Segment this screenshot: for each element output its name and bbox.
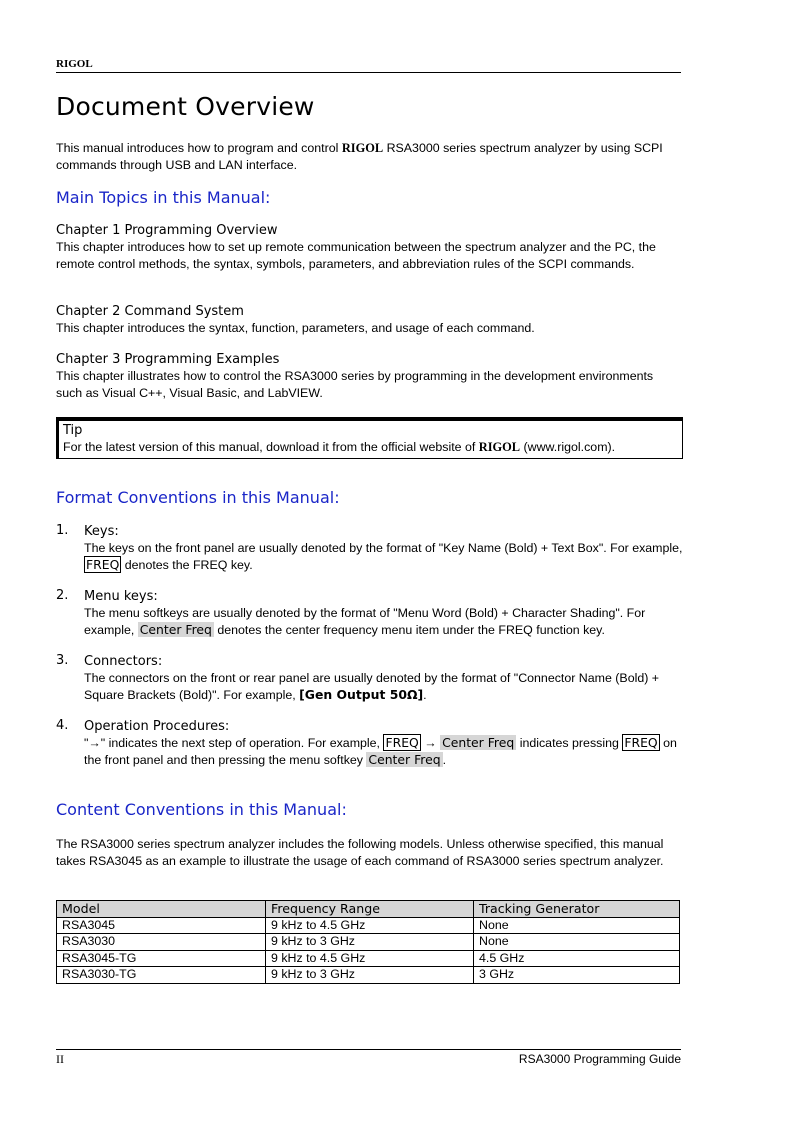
item-text-pre: "→" indicates the next step of operation. For example, [84, 736, 384, 750]
main-topics-heading: Main Topics in this Manual: [56, 188, 271, 207]
table-cell: None [474, 917, 680, 934]
item-title: Connectors: [84, 654, 163, 669]
chapter-title: Chapter 3 Programming Examples [56, 352, 280, 367]
table-cell: None [474, 934, 680, 951]
item-title: Operation Procedures: [84, 719, 230, 734]
item-text-pre: The connectors on the front or rear panel are usually denoted by the format of "Connector Name (Bold) + Square Brackets (Bold)". For example, [84, 671, 660, 702]
tip-post: (www.rigol.com). [520, 440, 616, 454]
tip-box [56, 417, 683, 459]
table-cell: RSA3030 [57, 934, 266, 951]
table-cell: 4.5 GHz [474, 950, 680, 967]
intro-brand: RIGOL [341, 141, 384, 155]
models-table [56, 900, 680, 984]
item-text-pre: The keys on the front panel are usually denoted by the format of "Key Name (Bold) + Text Box". For example, [84, 541, 683, 555]
page-number: II [56, 1052, 64, 1066]
table-header: Tracking Generator [474, 901, 680, 918]
table-cell: 9 kHz to 4.5 GHz [266, 950, 474, 967]
page-title: Document Overview [56, 92, 315, 121]
item-number: 2. [56, 588, 69, 603]
intro-paragraph [56, 140, 681, 173]
table-row [57, 934, 680, 951]
table-cell: 3 GHz [474, 967, 680, 984]
menu-softkey: Center Freq [442, 735, 515, 750]
tip-title: Tip [63, 423, 83, 438]
table-cell: 9 kHz to 3 GHz [266, 934, 474, 951]
table-cell: RSA3045-TG [57, 950, 266, 967]
item-number: 1. [56, 523, 69, 538]
front-panel-key: FREQ [86, 556, 120, 572]
item-text [84, 605, 686, 638]
chapter-3 [56, 352, 681, 401]
chapter-2 [56, 304, 681, 337]
item-text-post: . [442, 752, 447, 767]
chapter-text: This chapter illustrates how to control the RSA3000 series by programming in the development environments such as Visual C++, Visual Basic, and LabVIEW. [56, 369, 654, 400]
item-text-post: denotes the center frequency menu item under the FREQ function key. [213, 622, 605, 637]
item-text-post: . [423, 687, 427, 702]
chapter-title: Chapter 2 Command System [56, 304, 244, 319]
footer-rule [56, 1049, 681, 1050]
table-cell: 9 kHz to 3 GHz [266, 967, 474, 984]
intro-pre: This manual introduces how to program and control [56, 141, 342, 155]
tip-text [63, 439, 682, 456]
table-row [57, 917, 680, 934]
front-panel-key: FREQ [385, 735, 419, 750]
item-text-post: denotes the FREQ key. [121, 557, 253, 572]
intro-post: RSA3000 series spectrum analyzer by using SCPI commands through USB and LAN interface. [56, 141, 663, 172]
header-brand: RIGOL [56, 58, 93, 70]
arrow-icon: → [420, 736, 441, 750]
item-title: Menu keys: [84, 589, 158, 604]
table-header-row [57, 901, 680, 918]
tip-brand: RIGOL [478, 440, 521, 454]
connector-name: [Gen Output 50Ω] [299, 686, 424, 702]
format-item-menu-keys [56, 588, 686, 638]
table-header: Model [57, 901, 266, 918]
item-title: Keys: [84, 524, 119, 539]
format-conventions-heading: Format Conventions in this Manual: [56, 488, 340, 507]
table-row [57, 967, 680, 984]
table-cell: 9 kHz to 4.5 GHz [266, 917, 474, 934]
front-panel-key: FREQ [624, 735, 658, 750]
header-rule [56, 72, 681, 73]
item-text [84, 540, 686, 573]
content-intro: The RSA3000 series spectrum analyzer includes the following models. Unless otherwise specified, this manual takes RSA3045 as an example to illustrate the usage of each command of RSA3000 series spectrum analyzer. [56, 837, 664, 868]
chapter-text: This chapter introduces how to set up remote communication between the spectrum analyzer and the PC, the remote control methods, the syntax, symbols, parameters, and abbreviation rules of the SCPI commands. [56, 240, 656, 271]
format-item-keys [56, 523, 686, 573]
menu-softkey: Center Freq [368, 751, 441, 767]
item-text-pre: The menu softkeys are usually denoted by the format of "Menu Word (Bold) + Character Shading". For example, [84, 606, 646, 637]
menu-softkey: Center Freq [139, 621, 212, 637]
document-name: RSA3000 Programming Guide [518, 1052, 681, 1066]
item-number: 4. [56, 718, 69, 733]
item-text [84, 735, 686, 768]
table-cell: RSA3030-TG [57, 967, 266, 984]
chapter-title: Chapter 1 Programming Overview [56, 223, 278, 238]
item-number: 3. [56, 653, 69, 668]
chapter-1 [56, 223, 681, 272]
table-cell: RSA3045 [57, 917, 266, 934]
tip-pre: For the latest version of this manual, download it from the official website of [63, 440, 479, 454]
format-item-operation-procedures [56, 718, 686, 768]
content-conventions-heading: Content Conventions in this Manual: [56, 800, 347, 819]
table-row [57, 950, 680, 967]
item-text-mid: indicates pressing [516, 736, 623, 750]
item-text [84, 670, 686, 703]
item-text-mid: on the front panel and then pressing the menu softkey [84, 736, 677, 767]
chapter-text: This chapter introduces the syntax, function, parameters, and usage of each command. [56, 321, 535, 335]
format-item-connectors [56, 653, 686, 703]
table-header: Frequency Range [266, 901, 474, 918]
